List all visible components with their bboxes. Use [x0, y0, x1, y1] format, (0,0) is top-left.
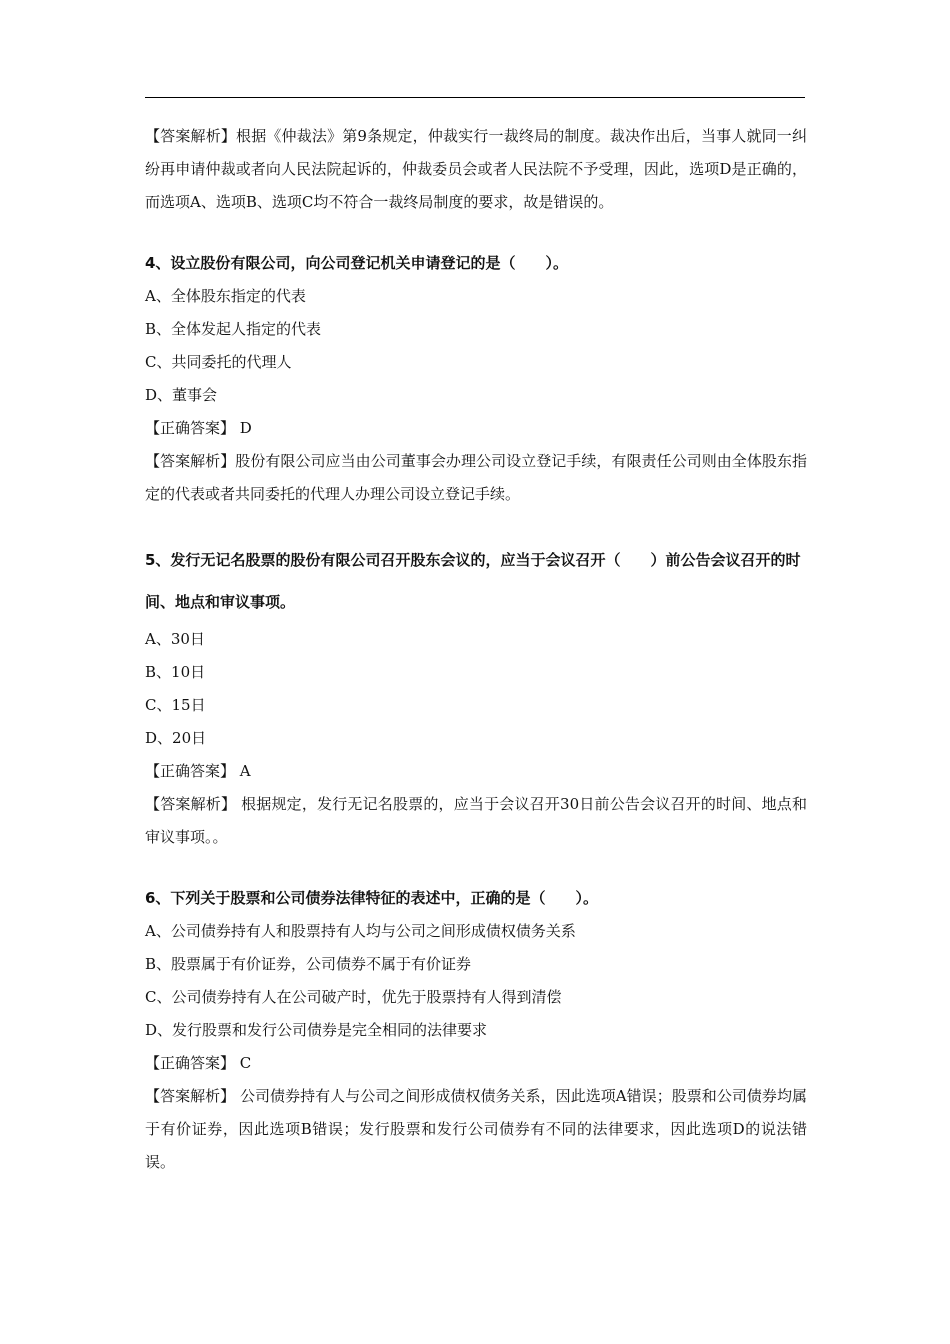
option-d: D、董事会	[145, 386, 218, 404]
question-stem: 4、设立股份有限公司，向公司登记机关申请登记的是（ ）。	[145, 254, 568, 272]
question-stem: 6、下列关于股票和公司债券法律特征的表述中，正确的是（ ）。	[145, 889, 598, 907]
question-stem: 5、发行无记名股票的股份有限公司召开股东会议的，应当于会议召开（ ）前公告会议召开的时间、地点和审议事项。	[145, 551, 801, 611]
document-body	[145, 120, 807, 1179]
answer-explanation: 【答案解析】 公司债券持有人与公司之间形成债权债务关系，因此选项A错误；股票和公司债券均属于有价证券，因此选项B错误；发行股票和发行公司债券有不同的法律要求，因此选项D的说法错误。	[145, 1087, 807, 1171]
question-5	[145, 539, 807, 854]
option-d: D、20日	[145, 729, 207, 747]
option-c: C、共同委托的代理人	[145, 353, 292, 371]
option-b: B、全体发起人指定的代表	[145, 320, 322, 338]
header-rule	[145, 97, 805, 98]
correct-answer: 【正确答案】 A	[145, 762, 251, 780]
question-4	[145, 247, 807, 511]
option-a: A、全体股东指定的代表	[145, 287, 306, 305]
intro-explanation: 【答案解析】根据《仲裁法》第9条规定，仲裁实行一裁终局的制度。裁决作出后，当事人就同一纠纷再申请仲裁或者向人民法院起诉的，仲裁委员会或者人民法院不予受理，因此，选项D是正确的，而选项A、选项B、选项C均不符合一裁终局制度的要求，故是错误的。	[145, 127, 807, 211]
question-6	[145, 882, 807, 1179]
option-b: B、10日	[145, 663, 206, 681]
answer-explanation: 【答案解析】 根据规定，发行无记名股票的，应当于会议召开30日前公告会议召开的时间、地点和审议事项。。	[145, 795, 807, 846]
option-a: A、公司债券持有人和股票持有人均与公司之间形成债权债务关系	[145, 922, 576, 940]
option-a: A、30日	[145, 630, 205, 648]
option-d: D、发行股票和发行公司债券是完全相同的法律要求	[145, 1021, 488, 1039]
answer-explanation: 【答案解析】股份有限公司应当由公司董事会办理公司设立登记手续，有限责任公司则由全体股东指定的代表或者共同委托的代理人办理公司设立登记手续。	[145, 452, 807, 503]
option-c: C、公司债券持有人在公司破产时，优先于股票持有人得到清偿	[145, 988, 562, 1006]
option-c: C、15日	[145, 696, 206, 714]
correct-answer: 【正确答案】 C	[145, 1054, 252, 1072]
correct-answer: 【正确答案】 D	[145, 419, 252, 437]
option-b: B、股票属于有价证券，公司债券不属于有价证券	[145, 955, 472, 973]
